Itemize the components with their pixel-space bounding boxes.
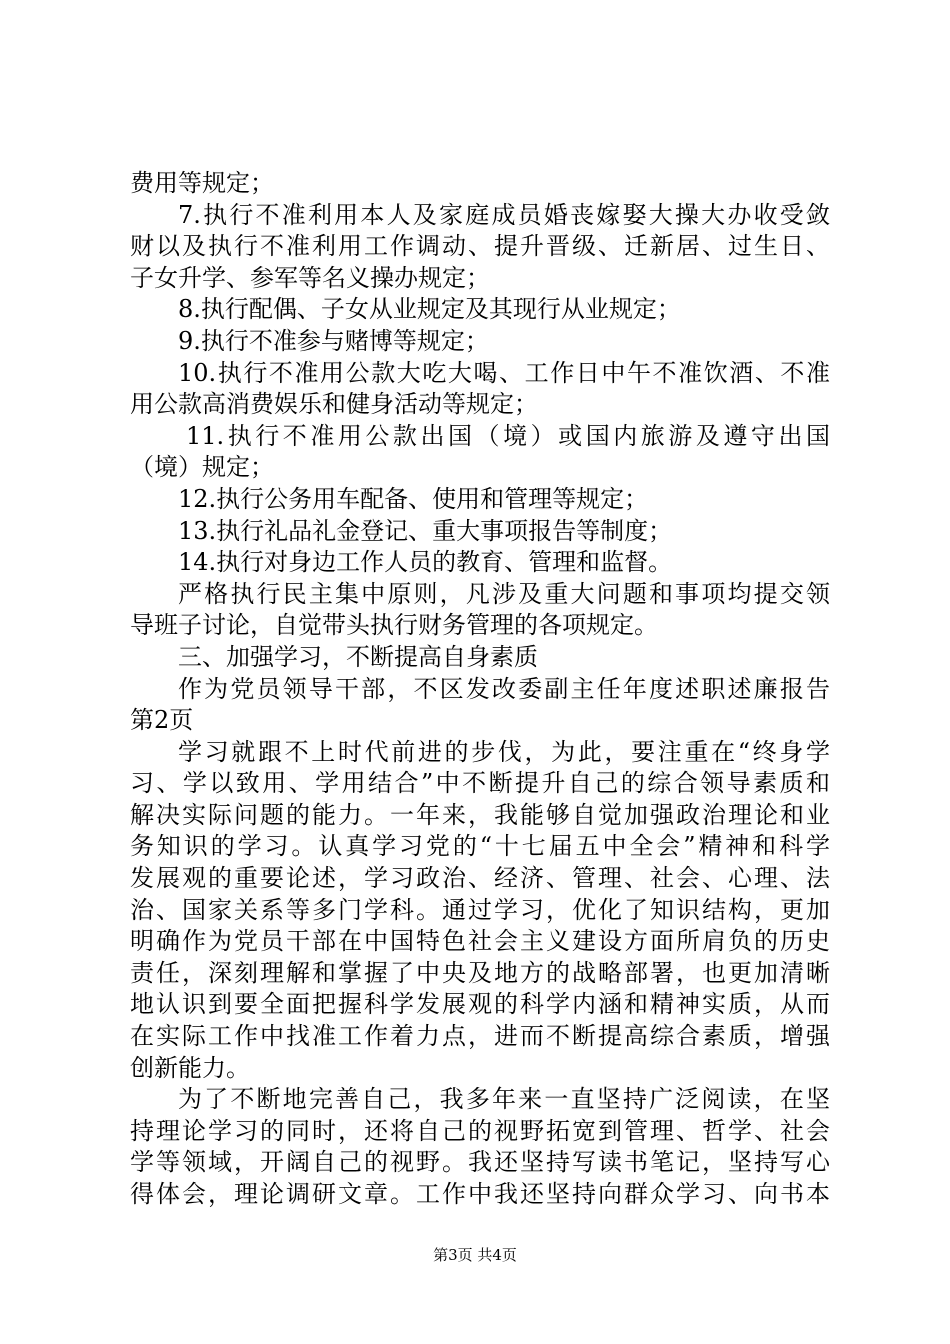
text-line: 解决实际问题的能力。一年来，我能够自觉加强政治理论和业	[130, 800, 830, 829]
text-line: 治、国家关系等多门学科。通过学习，优化了知识结构，更加	[130, 895, 830, 924]
text-line: 习、学以致用、学用结合”中不断提升自己的综合领导素质和	[130, 769, 830, 798]
text-line: 地认识到要全面把握科学发展观的科学内涵和精神实质，从而	[130, 990, 830, 1019]
text-line: 财以及执行不准利用工作调动、提升晋级、迁新居、过生日、	[130, 232, 830, 261]
text-line: 在实际工作中找准工作着力点，进而不断提高综合素质，增强	[130, 1022, 830, 1051]
text-line: 13.执行礼品礼金登记、重大事项报告等制度；	[178, 516, 673, 545]
document-body	[130, 168, 830, 1211]
page-number-footer: 第3页 共4页	[433, 1246, 517, 1264]
text-line: 费用等规定；	[130, 169, 274, 197]
text-line: 14.执行对身边工作人员的教育、管理和监督。	[178, 548, 673, 577]
text-line: 发展观的重要论述，学习政治、经济、管理、社会、心理、法	[130, 864, 830, 893]
section-heading: 三、加强学习，不断提高自身素质	[178, 642, 538, 671]
text-line: 责任，深刻理解和掌握了中央及地方的战略部署，也更加清晰	[130, 958, 830, 987]
text-line: 用公款高消费娱乐和健身活动等规定；	[130, 390, 538, 419]
text-line: 11.执行不准用公款出国（境）或国内旅游及遵守出国	[186, 421, 830, 450]
text-line: 为了不断地完善自己，我多年来一直坚持广泛阅读，在坚	[178, 1085, 830, 1114]
text-line: 学习就跟不上时代前进的步伐，为此，要注重在“终身学	[178, 737, 830, 766]
text-line: 作为党员领导干部，不区发改委副主任年度述职述廉报告	[178, 674, 830, 703]
text-line: 明确作为党员干部在中国特色社会主义建设方面所肩负的历史	[130, 927, 830, 956]
text-line: 子女升学、参军等名义操办规定；	[130, 263, 490, 292]
text-line: （境）规定；	[130, 453, 274, 482]
text-line: 9.执行不准参与赌博等规定；	[178, 326, 489, 355]
text-line: 创新能力。	[130, 1053, 250, 1082]
text-line: 持理论学习的同时，还将自己的视野拓宽到管理、哲学、社会	[130, 1116, 830, 1145]
text-line: 务知识的学习。认真学习党的“十七届五中全会”精神和科学	[130, 832, 830, 861]
text-line: 导班子讨论，自觉带头执行财务管理的各项规定。	[130, 611, 658, 640]
text-line: 学等领域，开阔自己的视野。我还坚持写读书笔记，坚持写心	[130, 1148, 830, 1177]
text-line: 第2页	[130, 706, 194, 735]
text-line: 严格执行民主集中原则，凡涉及重大问题和事项均提交领	[178, 579, 830, 608]
text-line: 得体会，理论调研文章。工作中我还坚持向群众学习、向书本	[130, 1180, 830, 1208]
text-line: 10.执行不准用公款大吃大喝、工作日中午不准饮酒、不准	[178, 358, 830, 387]
text-line: 7.执行不准利用本人及家庭成员婚丧嫁娶大操大办收受敛	[178, 200, 830, 229]
text-line: 8.执行配偶、子女从业规定及其现行从业规定；	[178, 295, 681, 324]
text-line: 12.执行公务用车配备、使用和管理等规定；	[178, 484, 649, 513]
